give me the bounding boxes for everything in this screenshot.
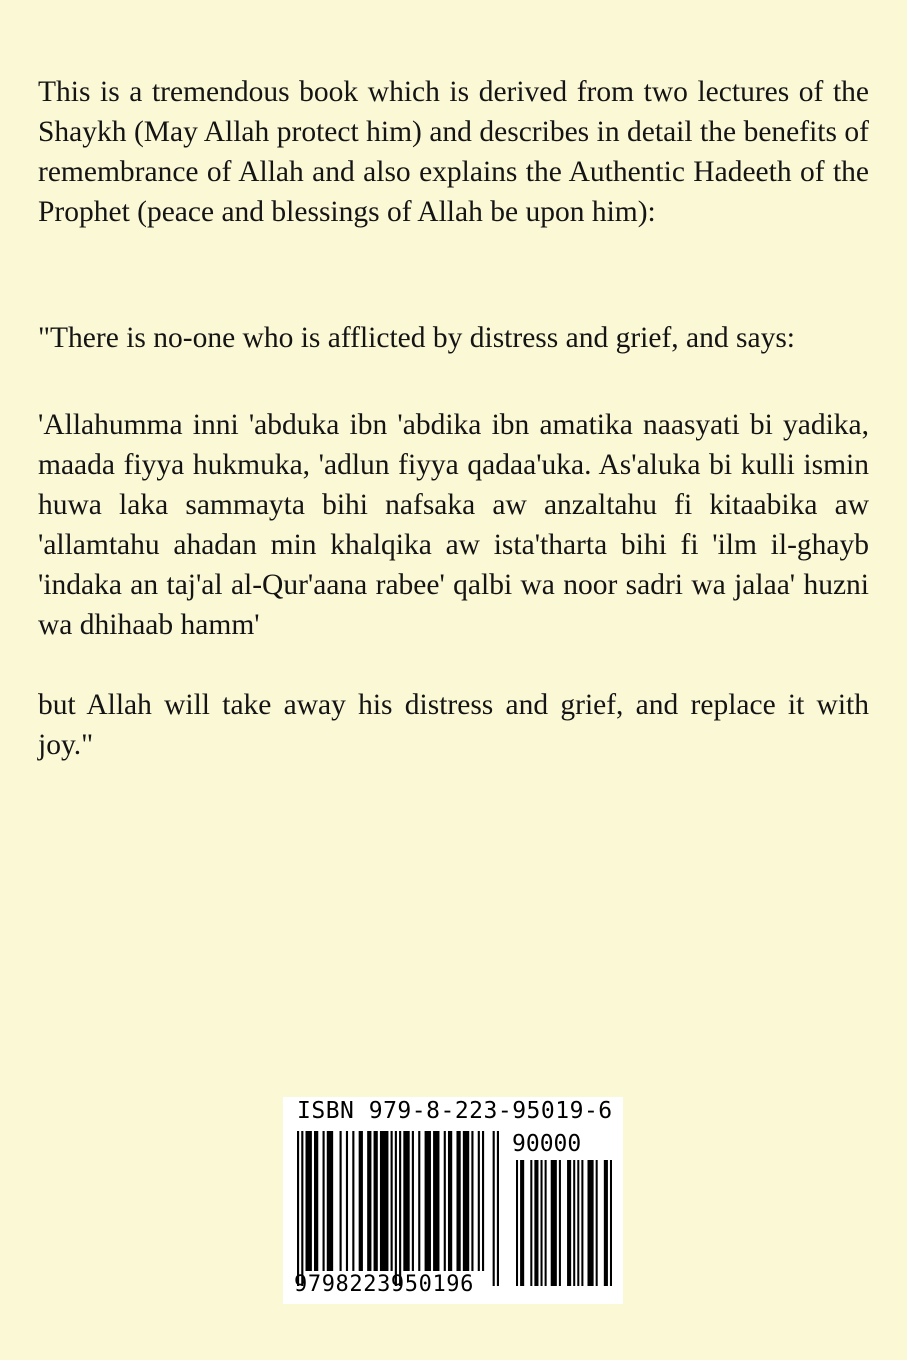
barcode-bar [530, 1160, 532, 1286]
barcode-bar [482, 1131, 484, 1271]
barcode-bar [596, 1160, 598, 1286]
barcode-bar [581, 1160, 583, 1286]
barcode-bar [374, 1131, 378, 1271]
barcode-bar [314, 1131, 318, 1271]
barcode-bar [327, 1131, 333, 1271]
barcode-bar [395, 1131, 397, 1286]
barcode-bar [346, 1131, 348, 1271]
description-paragraph [38, 72, 869, 232]
barcode-bar [403, 1131, 409, 1271]
barcode-bar [399, 1131, 401, 1286]
barcode-bar [545, 1160, 547, 1286]
barcode-bar [587, 1160, 593, 1286]
barcode-bar [493, 1131, 495, 1286]
barcode-bar [456, 1131, 460, 1271]
barcode-bar [520, 1160, 524, 1286]
barcode-bar [297, 1131, 299, 1286]
barcode-bar [367, 1131, 371, 1271]
barcode-bar [425, 1131, 431, 1271]
barcode-bar [551, 1160, 557, 1286]
isbn-label: ISBN 979-8-223-95019-6 [297, 1098, 613, 1124]
ean13-barcode-bars [297, 1131, 499, 1286]
barcode-bar [301, 1131, 303, 1286]
barcode-bar [418, 1131, 420, 1271]
barcode-bar [577, 1160, 579, 1286]
barcode-bar [478, 1131, 480, 1271]
addon-barcode-bars [516, 1160, 612, 1286]
barcode-bar [541, 1160, 543, 1286]
hadith-intro-paragraph [38, 318, 869, 358]
dua-paragraph [38, 405, 869, 645]
barcode-digits: 9798223950196 [294, 1272, 474, 1297]
barcode-bar [516, 1160, 518, 1286]
barcode-bar [380, 1131, 389, 1271]
hadith-intro-text: "There is no-one who is afflicted by distress and grief, and says: [38, 322, 796, 354]
price-addon-number: 90000 [512, 1131, 582, 1157]
isbn-barcode [283, 1097, 623, 1304]
barcode-bar [340, 1131, 342, 1271]
hadith-conclusion-text: but Allah will take away his distress and grief, and replace it with joy." [38, 689, 869, 761]
barcode-bar [471, 1131, 473, 1271]
barcode-bar [323, 1131, 325, 1271]
barcode-bar [463, 1131, 469, 1271]
barcode-bar [573, 1160, 575, 1286]
barcode-bar [604, 1160, 608, 1286]
barcode-bar [352, 1131, 354, 1271]
barcode-bar [359, 1131, 363, 1271]
barcode-bar [433, 1131, 439, 1271]
barcode-bar [534, 1160, 538, 1286]
description-text: This is a tremendous book which is derived from two lectures of the Shaykh (May Allah protect him) and describes in detail the benefits of remembrance of Allah and also explains the Authentic Hadeeth of the Prophet (peace and blessings of Allah be upon him): [38, 76, 869, 228]
barcode-bar [306, 1131, 312, 1271]
barcode-bar [610, 1160, 612, 1286]
hadith-conclusion-paragraph [38, 685, 869, 765]
barcode-bar [444, 1131, 446, 1271]
barcode-bar [412, 1131, 414, 1271]
barcode-bar [448, 1131, 452, 1271]
dua-text: 'Allahumma inni 'abduka ibn 'abdika ibn amatika naasyati bi yadika, maada fiyya hukmuka, 'adlun fiyya qadaa'uka. As'aluka bi kulli ismin huwa laka sammayta bihi nafsaka aw anzaltahu fi kitaabika aw 'allamtahu ahadan min khalqika aw ista'tharta bihi fi 'ilm il-ghayb 'indaka an taj'al al-Qur'aana rabee' qalbi wa noor sadri wa jalaa' huzni wa dhihaab hamm' [38, 409, 869, 641]
barcode-bar [559, 1160, 561, 1286]
barcode-bar [497, 1131, 499, 1286]
barcode-bar [567, 1160, 571, 1286]
barcode-bar [391, 1131, 393, 1271]
